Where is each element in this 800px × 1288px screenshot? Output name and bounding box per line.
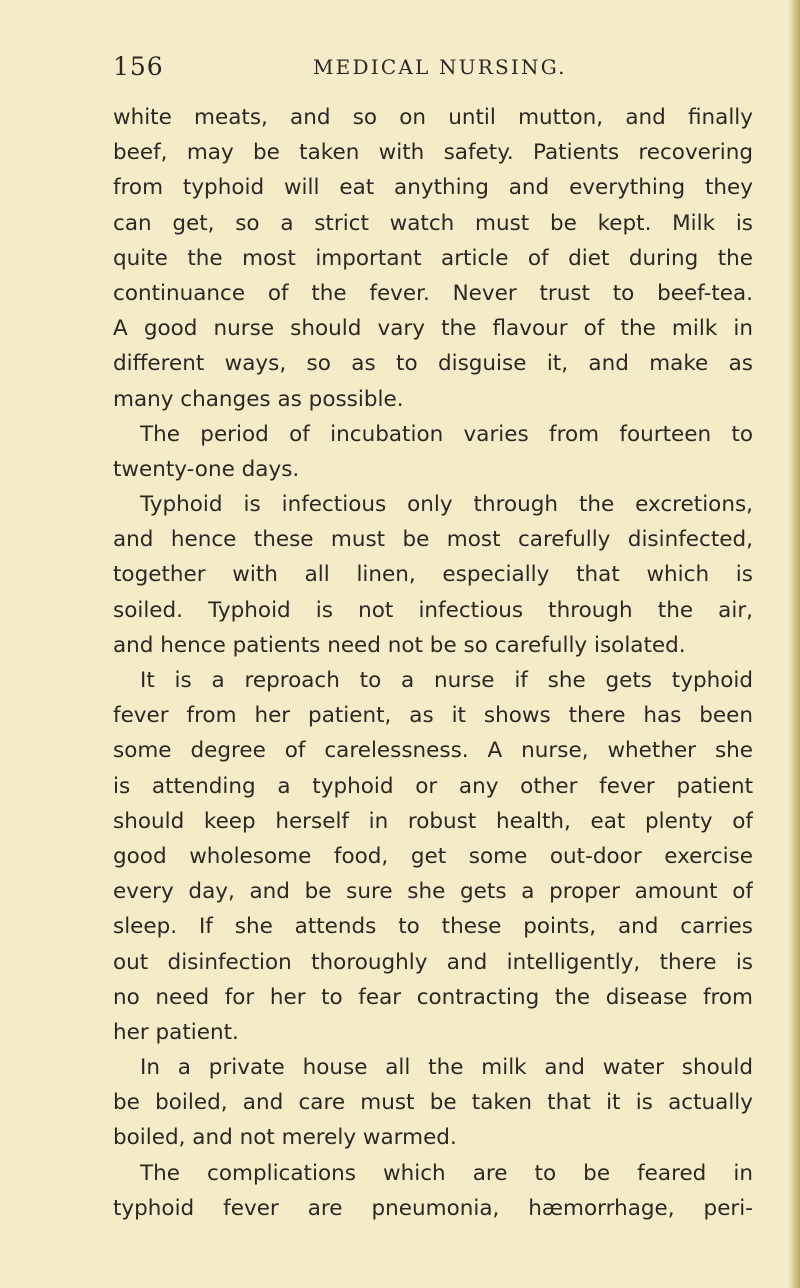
page-header [113, 52, 753, 88]
text-line: and hence patients need not be so carefully isolated. [113, 632, 686, 658]
text-line: The period of incubation varies from fourteen to [140, 421, 753, 447]
text-line: boiled, and not merely warmed. [113, 1125, 457, 1151]
running-title: MEDICAL NURSING. [313, 55, 567, 79]
text-line: no need for her to fear contracting the disease from [113, 984, 753, 1010]
text-line: white meats, and so on until mutton, and finally [113, 105, 753, 130]
text-line: typhoid fever are pneumonia, hæmorrhage, peri- [113, 1195, 753, 1221]
text-line: Typhoid is infectious only through the excretions, [140, 492, 753, 518]
page-edge [788, 0, 800, 1288]
text-line: together with all linen, especially that which is [113, 562, 753, 588]
text-line: her patient. [113, 1019, 239, 1045]
text-line: continuance of the fever. Never trust to beef-tea. [113, 280, 753, 306]
text-line: A good nurse should vary the flavour of the milk in [113, 316, 753, 342]
text-line: should keep herself in robust health, eat plenty of [113, 808, 753, 834]
text-line: different ways, so as to disguise it, and make as [113, 351, 753, 377]
page-number: 156 [113, 52, 164, 81]
text-line: is attending a typhoid or any other fever patient [113, 773, 753, 799]
text-line: quite the most important article of diet during the [113, 245, 753, 271]
text-line: beef, may be taken with safety. Patients recovering [113, 140, 753, 166]
text-line: be boiled, and care must be taken that it is actually [113, 1090, 753, 1116]
text-line: some degree of carelessness. A nurse, whether she [113, 738, 753, 764]
text-line: In a private house all the milk and water should [140, 1055, 753, 1081]
text-line: every day, and be sure she gets a proper amount of [113, 879, 753, 905]
text-line: out disinfection thoroughly and intelligently, there is [113, 949, 753, 975]
text-line: The complications which are to be feared in [140, 1160, 753, 1186]
text-line: twenty-one days. [113, 456, 300, 482]
text-line: and hence these must be most carefully disinfected, [113, 527, 753, 553]
text-line: can get, so a strict watch must be kept. Milk is [113, 210, 753, 236]
text-line: many changes as possible. [113, 386, 404, 412]
body-text [113, 100, 753, 1226]
text-line: It is a reproach to a nurse if she gets typhoid [140, 668, 753, 693]
text-line: soiled. Typhoid is not infectious through the air, [113, 597, 753, 623]
text-line: sleep. If she attends to these points, and carries [113, 914, 753, 940]
text-line: good wholesome food, get some out-door exercise [113, 843, 753, 869]
text-line: fever from her patient, as it shows there has been [113, 703, 753, 729]
text-line: from typhoid will eat anything and everything they [113, 175, 753, 201]
